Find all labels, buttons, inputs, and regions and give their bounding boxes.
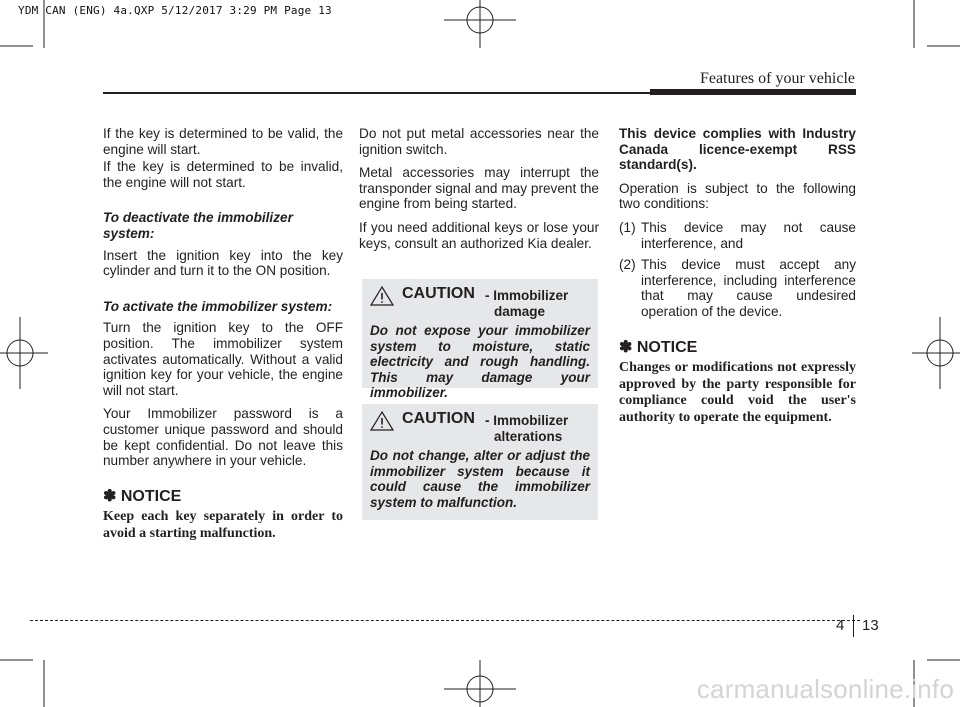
page-number-divider — [853, 615, 854, 637]
list-text: This device must accept any interference, including interference that may cause undesired operation of the device. — [641, 257, 856, 319]
caution-header — [370, 285, 590, 319]
paragraph-additional-keys: If you need additional keys or lose your keys, consult an authorized Kia dealer. — [359, 219, 599, 251]
paragraph-conditions: Operation is subject to the following two conditions: — [619, 180, 856, 212]
subhead-deactivate: To deactivate the immobilizer system: — [103, 210, 293, 241]
notice-body: Changes or modifications not expressly approved by the party responsible for compliance could void the user's authority to operate the equipment. — [619, 360, 856, 425]
caution-label: CAUTION — [402, 410, 475, 427]
paragraph-deactivate: Insert the ignition key into the key cylinder and turn it to the ON position. — [103, 247, 343, 279]
watermark: carmanualsonline.info — [696, 674, 954, 704]
section-number: 4 — [836, 617, 845, 634]
column-middle — [359, 126, 599, 259]
caution-box-alterations — [362, 404, 598, 520]
header-rule-accent — [650, 89, 856, 95]
caution-label: CAUTION — [402, 285, 475, 302]
caution-box-damage — [362, 279, 598, 401]
paragraph-invalid-key: If the key is determined to be invalid, the engine will not start. — [103, 159, 343, 190]
paragraph-compliance: This device complies with Industry Canada licence-exempt RSS standard(s). — [619, 126, 856, 173]
paragraph-valid-key: If the key is determined to be valid, the engine will start. — [103, 126, 343, 157]
footer-rule — [30, 620, 860, 621]
warning-triangle-icon — [370, 286, 394, 306]
notice-body: Keep each key separately in order to avoid a starting malfunction. — [103, 509, 343, 541]
star-icon: ✽ — [619, 338, 633, 356]
print-slug: YDM CAN (ENG) 4a.QXP 5/12/2017 3:29 PM Page 13 — [18, 4, 332, 17]
paragraph-password: Your Immobilizer password is a customer unique password and should be kept confidential. Do not leave this number anywhere in your vehicle. — [103, 406, 343, 469]
caution-topic-continued: damage — [494, 304, 546, 319]
subhead-activate: To activate the immobilizer system: — [103, 298, 333, 314]
list-item — [619, 220, 856, 251]
caution-header — [370, 410, 590, 444]
caution-body: Do not expose your immobilizer system to moisture, static electricity and rough handling. This may damage your immobilizer. — [370, 323, 590, 401]
star-icon: ✽ — [103, 487, 117, 505]
list-number: (1) — [619, 219, 636, 235]
caution-topic: - Immobilizer — [485, 413, 569, 428]
page-number: 13 — [862, 617, 879, 634]
list-item — [619, 257, 856, 319]
caution-body: Do not change, alter or adjust the immobilizer system because it could cause the immobilizer system to malfunction. — [370, 448, 590, 510]
notice-heading: ✽ NOTICE — [103, 487, 182, 505]
paragraph-metal-accessories: Do not put metal accessories near the ignition switch. — [359, 126, 599, 157]
paragraph-activate: Turn the ignition key to the OFF position. The immobilizer system activates automatically. Without a valid ignition key for your vehicle, the engine will not start. — [103, 320, 343, 398]
warning-triangle-icon — [370, 411, 394, 431]
caution-topic: - Immobilizer — [485, 288, 569, 303]
column-right — [619, 126, 856, 434]
notice-heading: ✽ NOTICE — [619, 338, 698, 356]
paragraph-transponder: Metal accessories may interrupt the transponder signal and may prevent the engine from being started. — [359, 165, 599, 212]
list-text: This device may not cause interference, and — [641, 219, 856, 251]
column-left — [103, 126, 343, 550]
list-number: (2) — [619, 257, 636, 273]
caution-topic-continued: alterations — [494, 429, 563, 444]
running-header: Features of your vehicle — [699, 70, 855, 87]
